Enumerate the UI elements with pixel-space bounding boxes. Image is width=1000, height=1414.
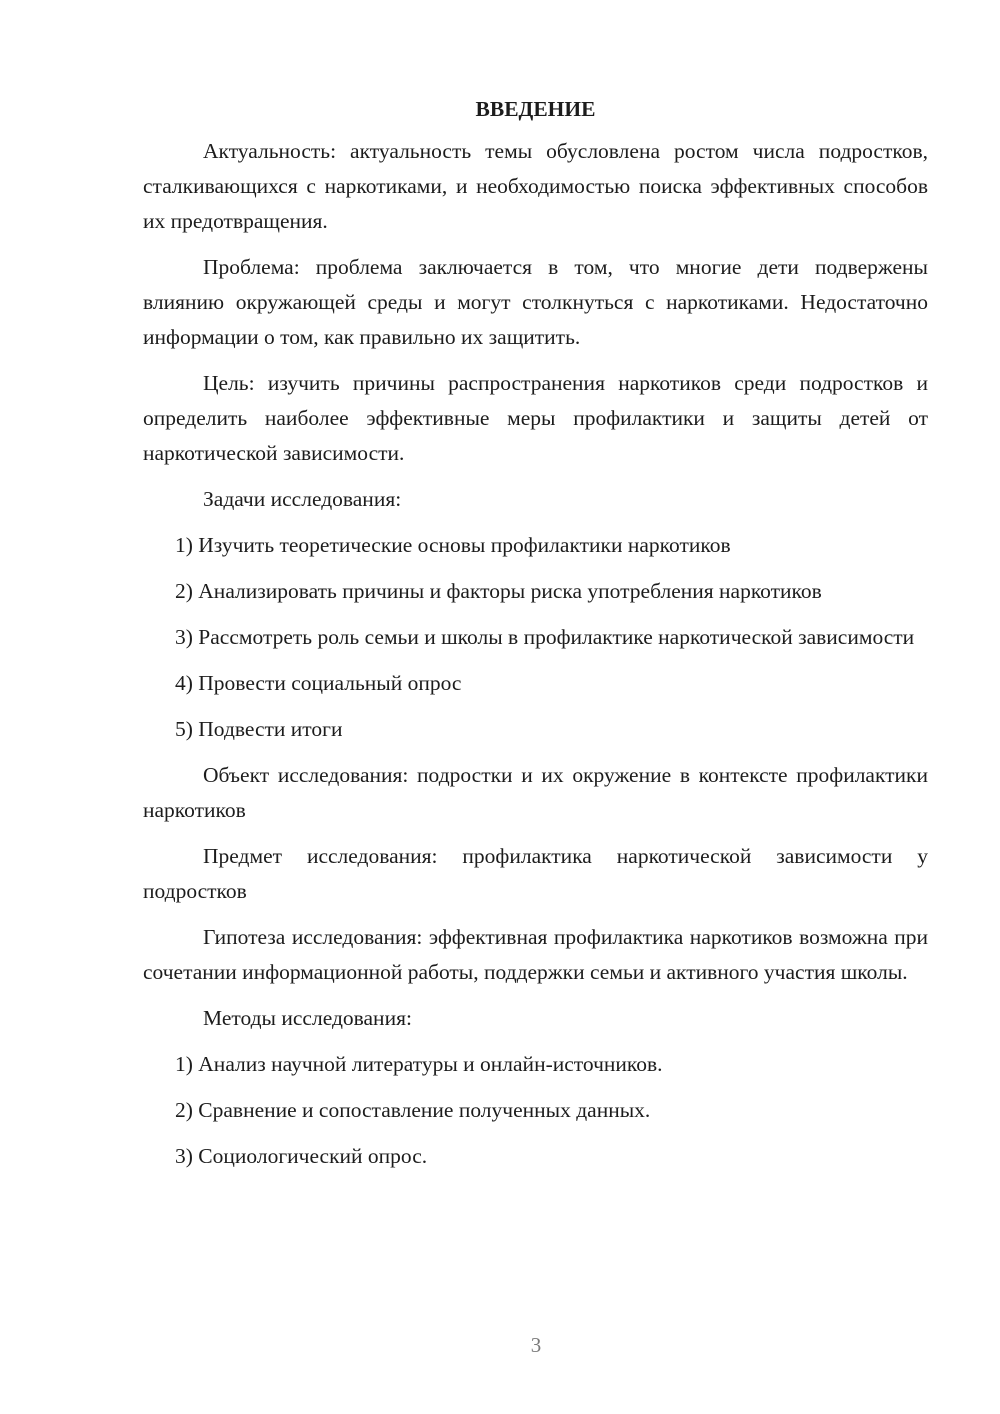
- object-paragraph: Объект исследования: подростки и их окружение в контексте профилактики наркотиков: [143, 763, 928, 822]
- task-item: 3) Рассмотреть роль семьи и школы в профилактике наркотической зависимости: [175, 625, 915, 649]
- task-item: 1) Изучить теоретические основы профилактики наркотиков: [175, 533, 731, 557]
- method-item: 3) Социологический опрос.: [175, 1144, 428, 1168]
- problem-paragraph: Проблема: проблема заключается в том, что многие дети подвержены влиянию окружающей среды и могут столкнуться с наркотиками. Недостаточно информации о том, как правильно их защитить.: [143, 255, 928, 349]
- task-item: 4) Провести социальный опрос: [175, 671, 462, 695]
- tasks-heading: Задачи исследования:: [203, 487, 402, 511]
- subject-paragraph: Предмет исследования: профилактика наркотической зависимости у подростков: [143, 844, 928, 903]
- document-title: ВВЕДЕНИЕ: [475, 97, 596, 121]
- task-item: 2) Анализировать причины и факторы риска употребления наркотиков: [175, 579, 822, 603]
- page-number: 3: [530, 1333, 542, 1357]
- method-item: 1) Анализ научной литературы и онлайн-источников.: [175, 1052, 663, 1076]
- document-page: [143, 92, 928, 1185]
- hypothesis-paragraph: Гипотеза исследования: эффективная профилактика наркотиков возможна при сочетании информационной работы, поддержки семьи и активного участия школы.: [143, 925, 928, 984]
- relevance-paragraph: Актуальность: актуальность темы обусловлена ростом числа подростков, сталкивающихся с наркотиками, и необходимостью поиска эффективных способов их предотвращения.: [143, 139, 928, 233]
- methods-heading: Методы исследования:: [203, 1006, 412, 1030]
- task-item: 5) Подвести итоги: [175, 717, 343, 741]
- goal-paragraph: Цель: изучить причины распространения наркотиков среди подростков и определить наиболее эффективные меры профилактики и защиты детей от наркотической зависимости.: [143, 371, 928, 465]
- method-item: 2) Сравнение и сопоставление полученных данных.: [175, 1098, 651, 1122]
